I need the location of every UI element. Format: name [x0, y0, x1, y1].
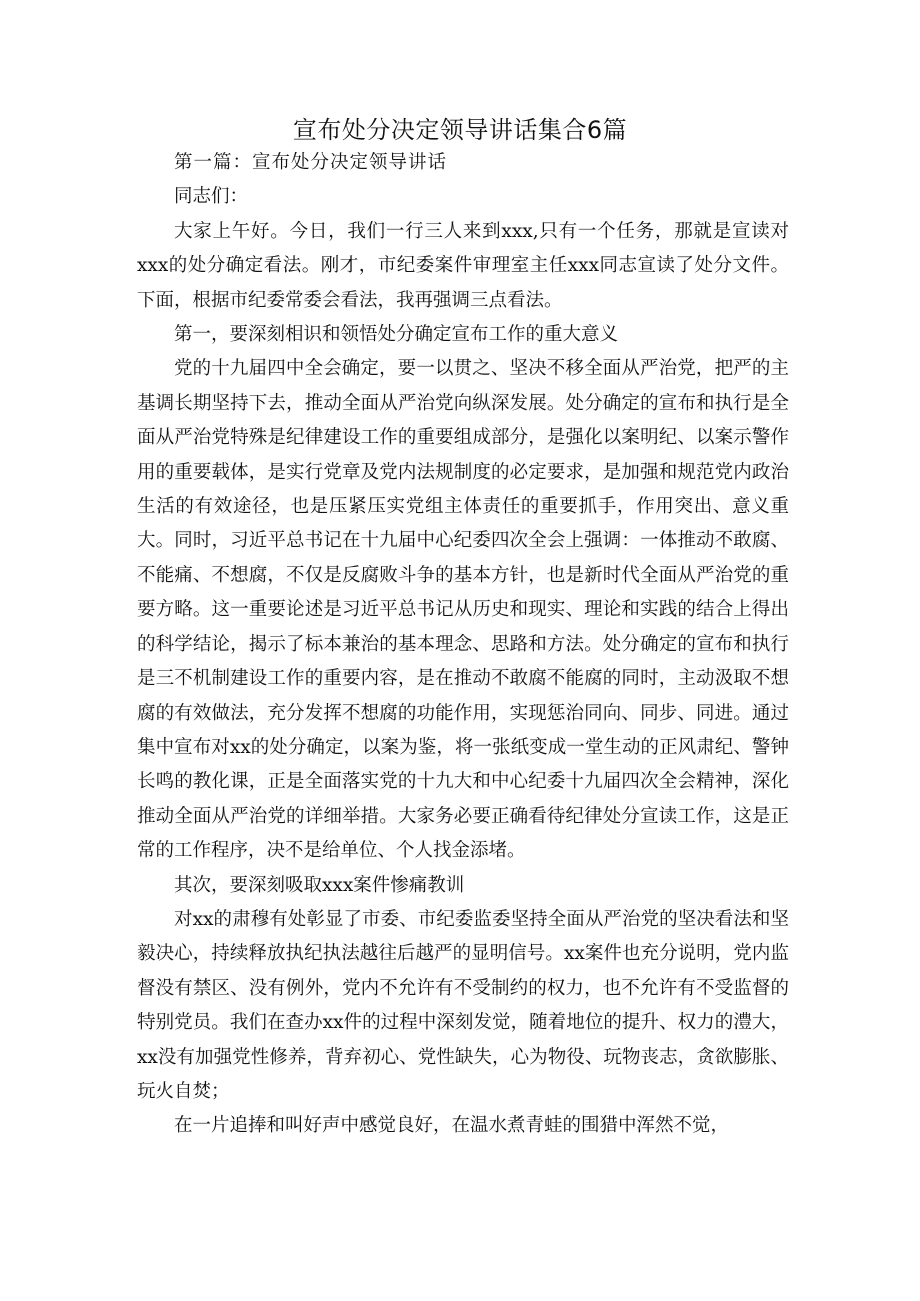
point-one-heading: 第一，要深刻相识和领悟处分确定宣布工作的重大意义 [174, 324, 619, 346]
section-heading-part-one: 第一篇：宣布处分决定领导讲话 [174, 152, 448, 173]
document-body [137, 146, 789, 1144]
salutation: 同志们： [174, 186, 249, 208]
point-two-heading: 其次，要深刻吸取xxx案件惨痛教训 [174, 874, 465, 896]
paragraph-continuation: 在一片追捧和叫好声中感觉良好，在温水煮青蛙的围猎中浑然不觉， [174, 1115, 730, 1137]
paragraph-point-two: 对xx的肃穆有处彰显了市委、市纪委监委坚持全面从严治党的坚决看法和坚毅决心，持续释放执纪执法越往后越严的显明信号。xx案件也充分说明，党内监督没有禁区、没有例外，党内不允许有不受制约的权力，也不允许有不受监督的特别党员。我们在查办xx件的过程中深刻发觉，随着地位的提升、权力的澧大，xx没有加强党性修养，背弃初心、党性缺失，心为物役、玩物丧志，贪欲膨胀、玩火自焚； [137, 908, 789, 1102]
document-title: 宣布处分决定领导讲话集合6篇 [292, 116, 628, 144]
paragraph-intro: 大家上午好。今日，我们一行三人来到xxx,只有一个任务，那就是宣读对xxx的处分确定看法。刚才，市纪委案件审理室主任xxx同志宣读了处分文件。下面，根据市纪委常委会看法，我再强调三点看法。 [137, 220, 789, 311]
paragraph-point-one: 党的十九届四中全会确定，要一以贯之、坚决不移全面从严治党，把严的主基调长期坚持下去，推动全面从严治党向纵深发展。处分确定的宣布和执行是全面从严治党特殊是纪律建设工作的重要组成部分，是强化以案明纪、以案示警作用的重要载体，是实行党章及党内法规制度的必定要求，是加强和规范党内政治生活的有效途径，也是压紧压实党组主体责任的重要抓手，作用突出、意义重大。同时，习近平总书记在十九届中心纪委四次全会上强调：一体推动不敢腐、不能痛、不想腐，不仅是反腐败斗争的基本方针，也是新时代全面从严治党的重要方略。这一重要论述是习近平总书记从历史和现实、理论和实践的结合上得出的科学结论，揭示了标本兼治的基本理念、思路和方法。处分确定的宣布和执行是三不机制建设工作的重要内容，是在推动不敢腐不能腐的同时，主动汲取不想腐的有效做法，充分发挥不想腐的功能作用，实现惩治同向、同步、同进。通过集中宣布对xx的处分确定，以案为鉴，将一张纸变成一堂生动的正风肃纪、警钟长鸣的教化课，正是全面落实党的十九大和中心纪委十九届四次全会精神，深化推动全面从严治党的详细举措。大家务必要正确看待纪律处分宣读工作，这是正常的工作程序，决不是给单位、个人找金添堵。 [137, 358, 789, 862]
